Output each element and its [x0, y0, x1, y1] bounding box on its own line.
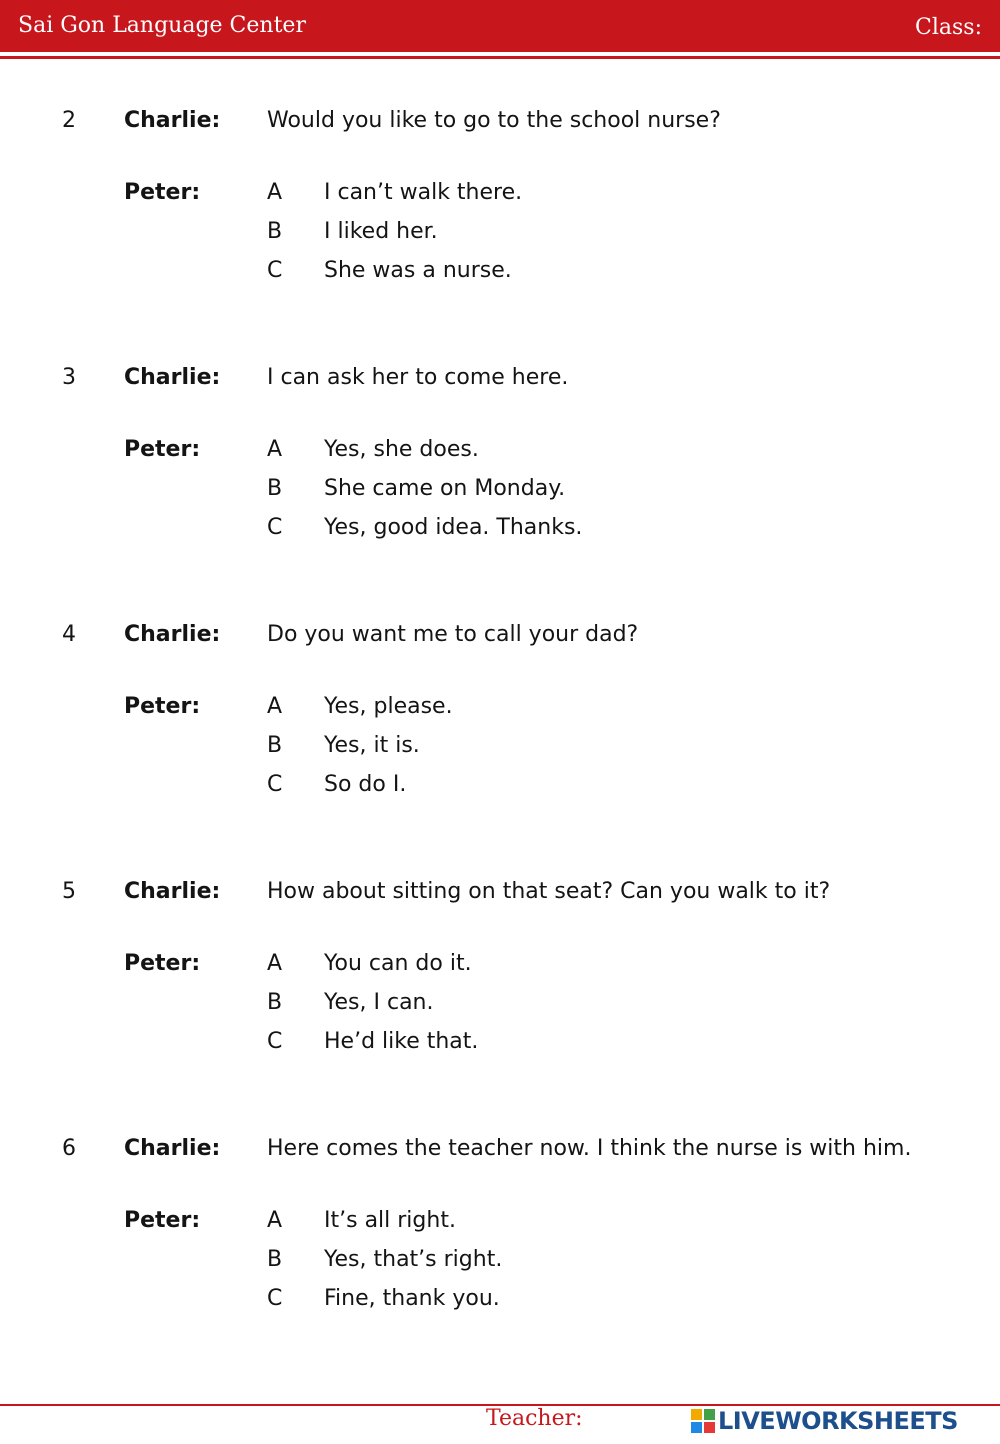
- option-letter: C: [267, 258, 283, 283]
- option-letter: B: [267, 990, 283, 1015]
- option-text: Yes, that’s right.: [324, 1247, 503, 1272]
- option-letter: B: [267, 733, 283, 758]
- liveworksheets-logo-icon: [690, 1408, 716, 1434]
- option-text: So do I.: [324, 772, 407, 797]
- speaker-label: Charlie:: [124, 622, 221, 647]
- responder-label: Peter:: [124, 694, 201, 719]
- class-label: Class:: [915, 15, 982, 40]
- speaker-label: Charlie:: [124, 108, 221, 133]
- header-divider: [0, 56, 1000, 59]
- question-number: 2: [62, 108, 76, 133]
- option-letter: B: [267, 219, 283, 244]
- responder-label: Peter:: [124, 180, 201, 205]
- option-text: Yes, please.: [324, 694, 453, 719]
- option-letter: A: [267, 180, 283, 205]
- option-text: She came on Monday.: [324, 476, 566, 501]
- option-letter: A: [267, 1208, 283, 1233]
- speaker-label: Charlie:: [124, 879, 221, 904]
- option-text: Yes, good idea. Thanks.: [324, 515, 583, 540]
- option-text: It’s all right.: [324, 1208, 456, 1233]
- liveworksheets-brand[interactable]: [690, 1406, 958, 1436]
- option-letter: A: [267, 694, 283, 719]
- option-text: Yes, I can.: [324, 990, 434, 1015]
- question-text: Would you like to go to the school nurse?: [267, 108, 721, 133]
- brand-name: LIVEWORKSHEETS: [718, 1407, 958, 1435]
- option-letter: C: [267, 1286, 283, 1311]
- responder-label: Peter:: [124, 437, 201, 462]
- center-name: Sai Gon Language Center: [18, 13, 306, 38]
- question-text: Here comes the teacher now. I think the nurse is with him.: [267, 1136, 912, 1161]
- question-text: How about sitting on that seat? Can you walk to it?: [267, 879, 831, 904]
- speaker-label: Charlie:: [124, 1136, 221, 1161]
- option-text: Fine, thank you.: [324, 1286, 500, 1311]
- option-text: She was a nurse.: [324, 258, 512, 283]
- question-number: 6: [62, 1136, 76, 1161]
- option-letter: C: [267, 772, 283, 797]
- responder-label: Peter:: [124, 1208, 201, 1233]
- question-number: 5: [62, 879, 76, 904]
- option-text: He’d like that.: [324, 1029, 479, 1054]
- option-letter: B: [267, 476, 283, 501]
- option-letter: C: [267, 515, 283, 540]
- option-text: Yes, she does.: [324, 437, 479, 462]
- question-number: 4: [62, 622, 76, 647]
- option-text: I can’t walk there.: [324, 180, 523, 205]
- question-text: I can ask her to come here.: [267, 365, 569, 390]
- option-letter: A: [267, 437, 283, 462]
- teacher-label: Teacher:: [486, 1406, 583, 1431]
- option-text: I liked her.: [324, 219, 438, 244]
- option-letter: A: [267, 951, 283, 976]
- responder-label: Peter:: [124, 951, 201, 976]
- option-text: You can do it.: [324, 951, 472, 976]
- option-letter: C: [267, 1029, 283, 1054]
- speaker-label: Charlie:: [124, 365, 221, 390]
- question-number: 3: [62, 365, 76, 390]
- option-text: Yes, it is.: [324, 733, 420, 758]
- page-header: [0, 0, 1000, 52]
- option-letter: B: [267, 1247, 283, 1272]
- question-text: Do you want me to call your dad?: [267, 622, 639, 647]
